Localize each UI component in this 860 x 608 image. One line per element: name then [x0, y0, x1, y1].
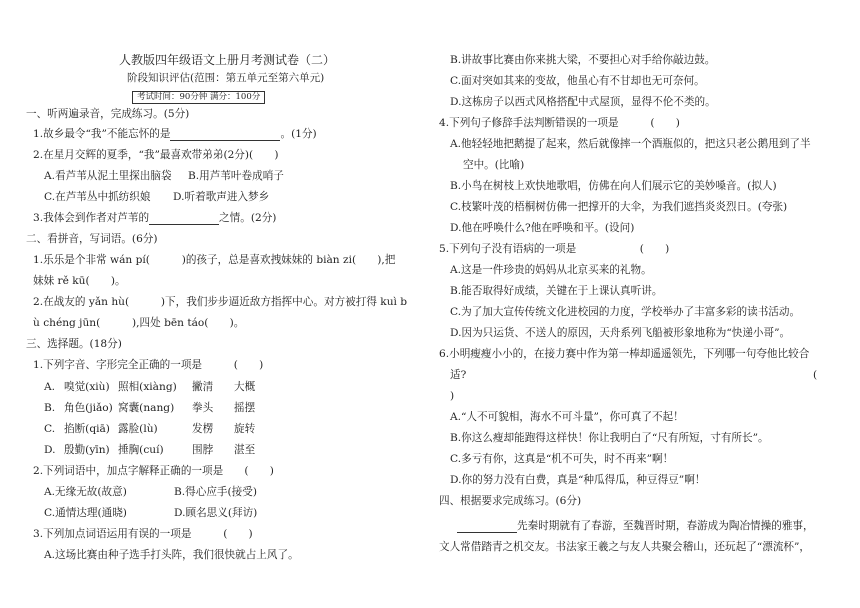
page-subtitle: 阶段知识评估(范围：第五单元至第六单元) [127, 72, 325, 84]
s1-q3-text: 3.我体会到作者对芦苇的 [33, 212, 150, 224]
s3-q2-option-c: C.通情达理(通晓) [44, 507, 127, 519]
s4-passage-line2: 文人常借踏青之机交友。书法家王羲之与友人共聚会稽山，还玩起了“漂流杯”， [439, 541, 811, 553]
s3-q4-option-b: B.小鸟在树枝上欢快地歌唱，仿佛在向人们展示它的美妙嗓音。(拟人) [450, 180, 777, 192]
s4-passage-line1 [457, 519, 814, 533]
s2-line-4: ù chéng jūn( ),四处 bēn táo( )。 [33, 317, 245, 329]
s3-question-6-line1: 6.小明瘦瘦小小的，在接力赛中作为第一棒却遥遥领先，下列哪一句夸他比较合 [439, 348, 810, 360]
option-word-2: 窝囊(nang) [118, 402, 175, 414]
s3-q3-option-d: D.这栋房子以西式风格搭配中式屋顶，显得不伦不类的。 [450, 96, 716, 108]
option-word-2: 照相(xiàng) [118, 381, 177, 393]
exam-meta-box: 考试时间：90分钟 满分：100分 [132, 91, 265, 104]
s3-q6-option-b: B.你这么瘦却能跑得这样快！你让我明白了“尺有所短，寸有所长”。 [450, 432, 769, 444]
s1-q1-text: 1.故乡最令“我”不能忘怀的是 [33, 128, 171, 140]
answer-blank[interactable] [170, 129, 280, 141]
s3-q3-option-b: B.讲故事比赛由你来挑大梁，不要担心对手给你敲边鼓。 [450, 54, 716, 66]
option-word-1: 角色(jiǎo) [64, 402, 113, 414]
s1-question-1 [33, 127, 317, 141]
option-word-4: 旋转 [234, 423, 256, 435]
option-word-3: 拳头 [192, 402, 214, 414]
option-letter: C. [44, 423, 56, 435]
option-word-1: 掐断(qiā) [64, 423, 110, 435]
s3-q4-option-a-line2: 空中。(比喻) [463, 159, 525, 171]
s3-question-4: 4.下列句子修辞手法判断错误的一项是 ( ) [439, 117, 680, 129]
s2-line-2: 妹妹 rě kū( )。 [33, 275, 126, 287]
answer-paren-open[interactable]: ( [813, 369, 818, 381]
s3-q6-option-a: A.“人不可貌相，海水不可斗量”，你可真了不起！ [450, 411, 684, 423]
s3-q6-option-c: C.多亏有你，这真是“机不可失，时不再来”啊！ [450, 453, 674, 465]
s3-question-3: 3.下列加点词语运用有误的一项是 ( ) [33, 528, 253, 540]
answer-blank[interactable] [149, 213, 219, 225]
s2-line-1: 1.乐乐是个非常 wán pí( )的孩子，总是喜欢拽妹妹的 biàn zi( ),把 [33, 254, 396, 266]
option-letter: D. [44, 444, 56, 456]
s3-q2-option-a: A.无缘无故(故意) [44, 486, 127, 498]
section-2-heading: 二、看拼音，写词语。(6分) [26, 233, 158, 245]
s3-q5-option-b: B.能否取得好成绩，关键在于上课认真听讲。 [450, 285, 663, 297]
s3-q6-option-d: D.你的努力没有白费，真是“种瓜得瓜，种豆得豆”啊！ [450, 474, 706, 486]
section-3-heading: 三、选择题。(18分) [26, 338, 122, 350]
option-word-4: 湛至 [234, 444, 256, 456]
option-word-4: 摇摆 [234, 402, 256, 414]
option-letter: A. [44, 381, 56, 393]
option-word-2: 捶胸(cuí) [118, 444, 164, 456]
s3-q5-option-a: A.这是一件珍贵的妈妈从北京买来的礼物。 [450, 264, 652, 276]
page-title: 人教版四年级语文上册月考测试卷（二） [119, 53, 336, 67]
option-word-3: 围脖 [192, 444, 214, 456]
s3-q2-option-d: D.顾名思义(拜访) [174, 507, 258, 519]
s3-question-1: 1.下列字音、字形完全正确的一项是 ( ) [33, 359, 264, 371]
s3-question-5: 5.下列句子没有语病的一项是 ( ) [439, 243, 670, 255]
s1-q2-option-c: C.在芦苇丛中抓纺织娘 [44, 191, 151, 203]
s1-q2-option-a: A.看芦苇从泥土里探出脑袋 [44, 170, 172, 182]
s1-q2-option-b: B.用芦苇叶卷成哨子 [188, 170, 284, 182]
s1-question-2: 2.在星月交辉的夏季，“我”最喜欢带弟弟(2分)( ) [33, 149, 279, 161]
s1-q1-score: 。(1分) [280, 128, 317, 140]
s3-question-6-line2: 适? [450, 369, 467, 381]
s3-q5-option-c: C.为了加大宣传传统文化进校园的力度，学校举办了丰富多彩的读书活动。 [450, 306, 801, 318]
s3-q3-option-c: C.面对突如其来的变故，他虽心有不甘却也无可奈何。 [450, 75, 705, 87]
option-letter: B. [44, 402, 56, 414]
option-word-1: 嗅觉(xiù) [64, 381, 110, 393]
answer-paren-close[interactable]: ) [450, 390, 455, 402]
section-4-heading: 四、根据要求完成练习。(6分) [439, 495, 582, 507]
s3-q4-option-a-line1: A.他轻轻地把鹅提了起来，然后就像摔一个酒瓶似的，把这只老公鹅甩到了半 [450, 138, 811, 150]
section-1-heading: 一、听两遍录音，完成练习。(5分) [26, 108, 190, 120]
s3-q2-option-b: B.得心应手(接受) [174, 486, 257, 498]
option-word-4: 大概 [234, 381, 256, 393]
s3-q3-option-a: A.这场比赛由种子选手打头阵，我们很快就占上风了。 [44, 549, 299, 561]
s1-q3-score: 之情。(2分) [219, 212, 277, 224]
option-word-2: 露脸(lù) [118, 423, 158, 435]
s4-passage-text-1: 先秦时期就有了春游，至魏晋时期，春游成为陶冶情操的雅事， [517, 520, 814, 532]
s3-q5-option-d: D.因为只运货、不送人的原因，天舟系列飞船被形象地称为“快递小哥”。 [450, 327, 791, 339]
s2-line-3: 2.在战友的 yǎn hù( )下，我们步步逼近敌方指挥中心。对方被打得 kuì b [33, 296, 408, 308]
option-word-3: 发楞 [192, 423, 214, 435]
s1-q2-option-d: D.听着歌声进入梦乡 [173, 191, 270, 203]
s3-q4-option-c: C.枝繁叶茂的梧桐树仿佛一把撑开的大伞，为我们遮挡炎炎烈日。(夸张) [450, 201, 788, 213]
answer-blank[interactable] [457, 521, 517, 533]
option-word-3: 撇清 [192, 381, 214, 393]
s3-question-2: 2.下列词语中，加点字解释正确的一项是 ( ) [33, 465, 274, 477]
s1-question-3 [33, 211, 276, 225]
option-word-1: 殷勤(yīn) [64, 444, 110, 456]
s3-q4-option-d: D.他在呼唤什么?他在呼唤和平。(设问) [450, 222, 635, 234]
